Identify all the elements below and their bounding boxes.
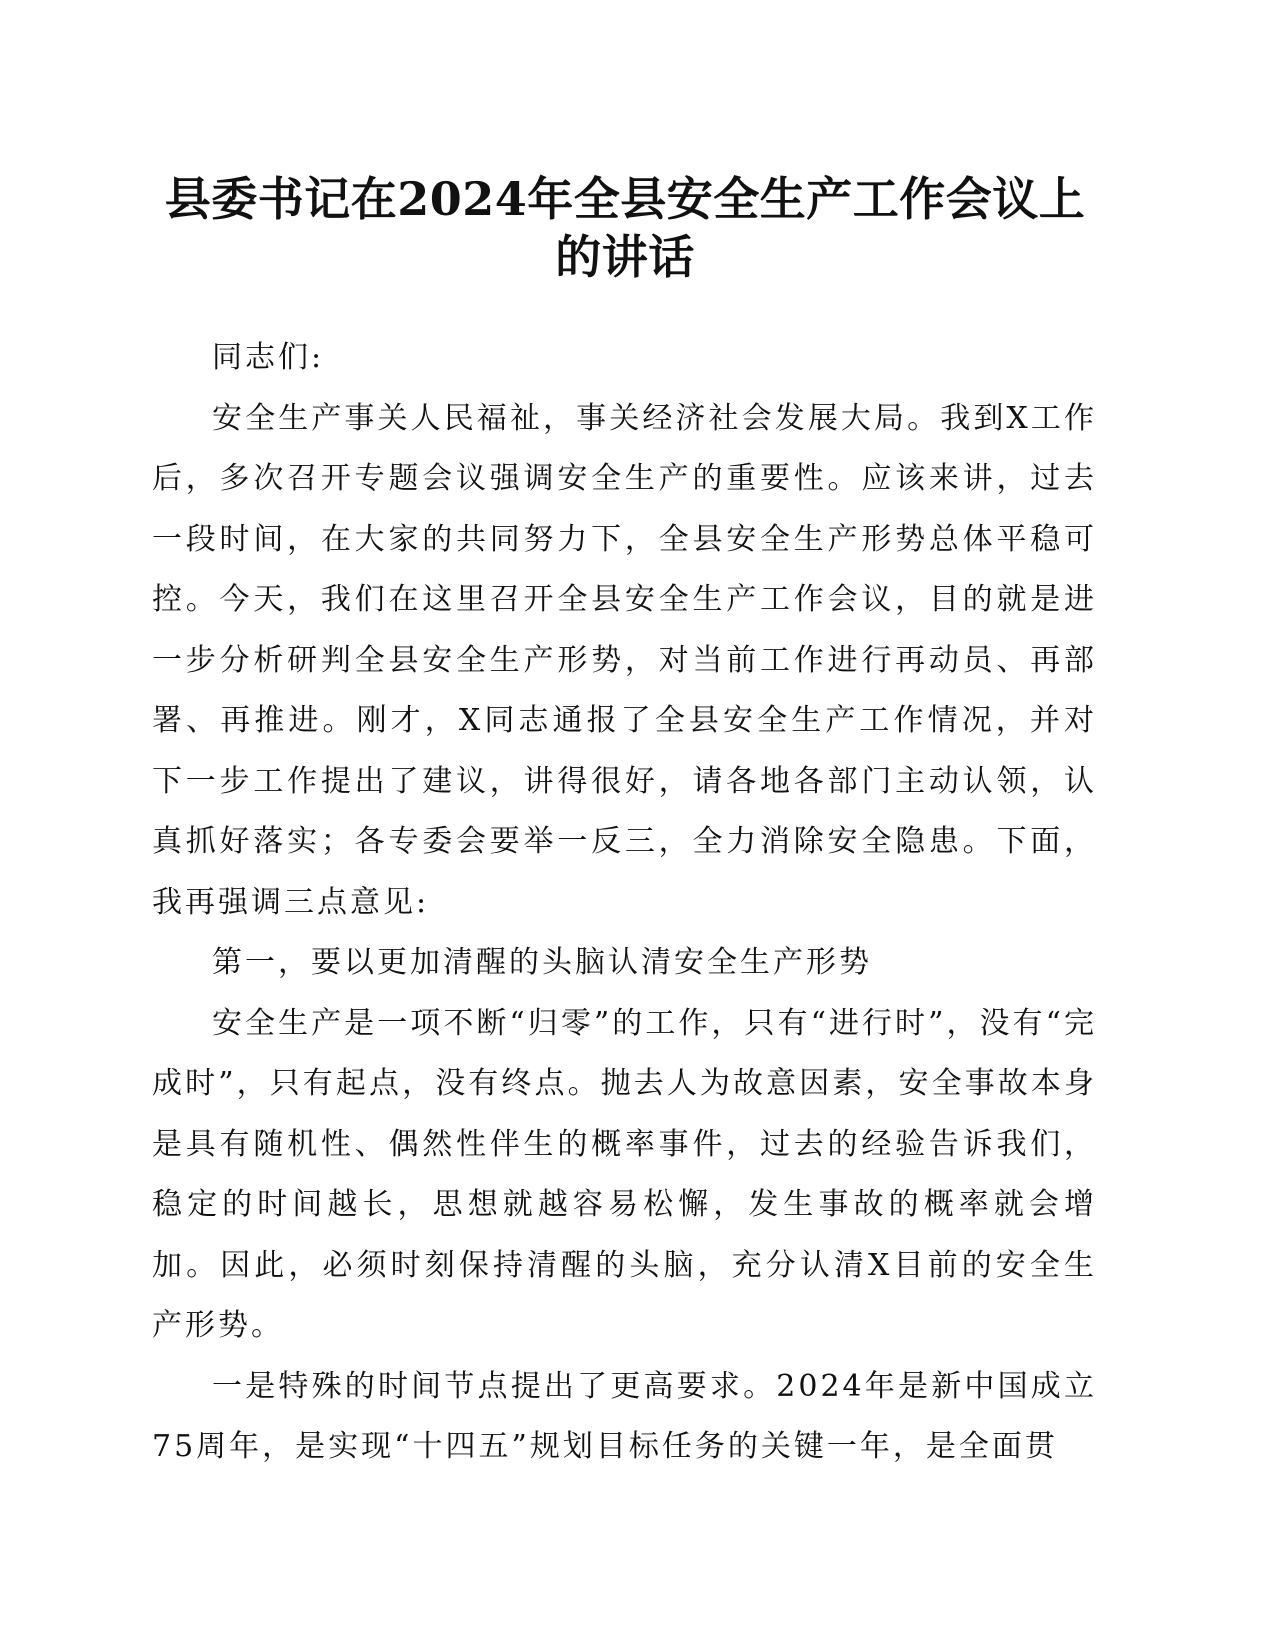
salutation: 同志们: (212, 340, 325, 375)
document-title: 县委书记在2024年全县安全生产工作会议上的讲话 (164, 172, 1086, 284)
section-heading-1: 第一，要以更加清醒的头脑认清安全生产形势 (212, 945, 872, 980)
body-paragraph-situation: 安全生产是一项不断“归零”的工作，只有“进行时”，没有“完成时”，只有起点，没有终点。抛去人为故意因素，安全事故本身是具有随机性、偶然性伴生的概率事件，过去的经验告诉我们，稳定的时间越长，思想就越容易松懈，发生事故的概率就会增加。因此，必须时刻保持清醒的头脑，充分认清X目前的安全生产形势。 (152, 1005, 1097, 1343)
document-body (152, 328, 1097, 1478)
body-paragraph-intro: 安全生产事关人民福祉，事关经济社会发展大局。我到X工作后，多次召开专题会议强调安全生产的重要性。应该来讲，过去一段时间，在大家的共同努力下，全县安全生产形势总体平稳可控。今天，我们在这里召开全县安全生产工作会议，目的就是进一步分析研判全县安全生产形势，对当前工作进行再动员、再部署、再推进。刚才，X同志通报了全县安全生产工作情况，并对下一步工作提出了建议，讲得很好，请各地各部门主动认领，认真抓好落实；各专委会要举一反三，全力消除安全隐患。下面，我再强调三点意见: (152, 400, 1097, 920)
body-paragraph-point-1: 一是特殊的时间节点提出了更高要求。2024年是新中国成立75周年，是实现“十四五”规划目标任务的关键一年，是全面贯 (152, 1368, 1097, 1464)
